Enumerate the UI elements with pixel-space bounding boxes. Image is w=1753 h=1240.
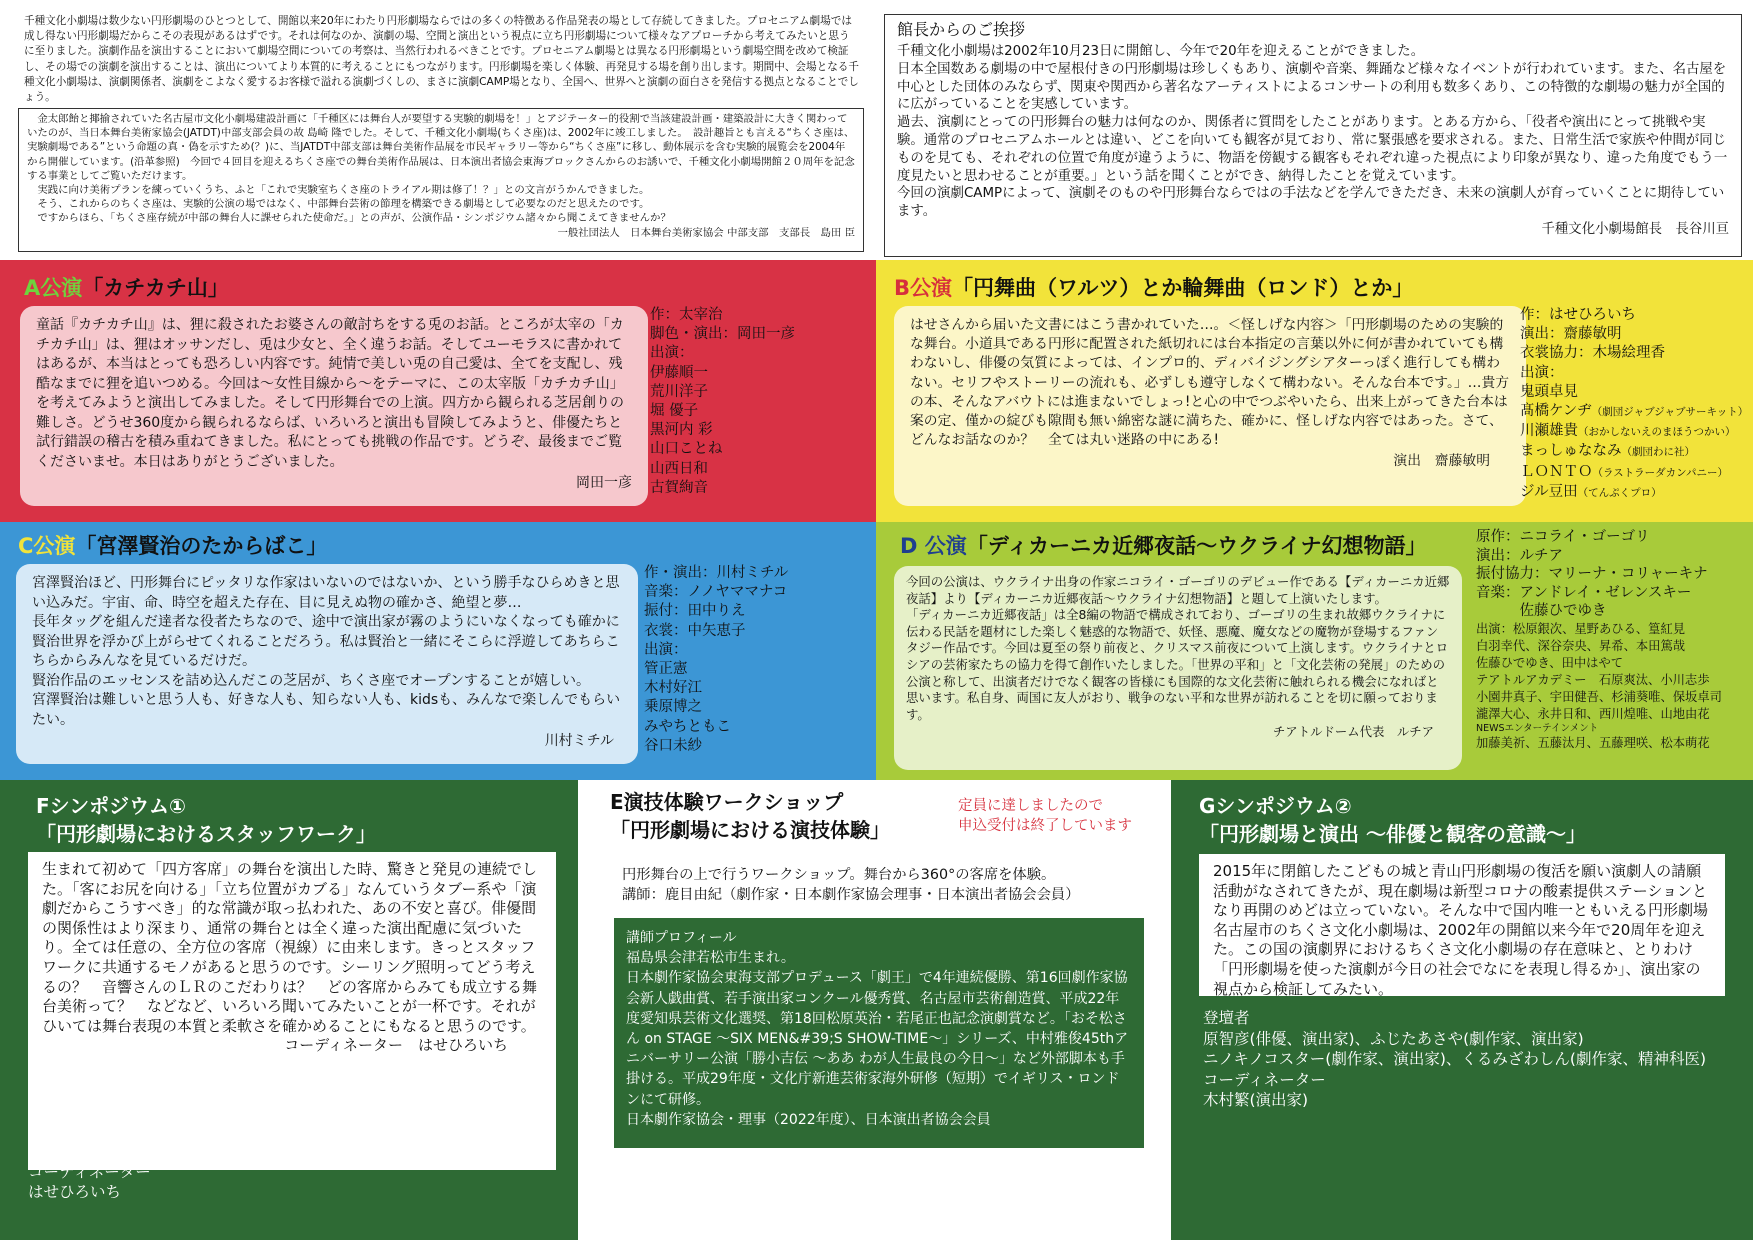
performance-a-section xyxy=(0,260,876,522)
intro-paragraph: 千種文化小劇場は数少ない円形劇場のひとつとして、開館以来20年にわたり円形劇場ならではの多くの特徴ある作品発表の場として存続してきました。プロセニアム劇場では成し得ない円形劇場だからこその表現があるはずです。それは何なのか、演劇の場、空間と演出という視点に立ち円形劇場について様々なアプローチから考えてみたいと思うに至りました。演劇作品を演出することにおいて劇場空間についての考察は、当然行われるべきことです。プロセニアム劇場とは異なる円形劇場という劇場空間を改めて検証し、その場での演劇を演出することは、演出についてより本質的に考えることにもつながります。円形劇場を楽しく体験、再発見する場を創り出します。期間中、会場となる千種文化小劇場は、演劇関係者、演劇をこよなく愛するお客様で溢れる演劇づくしの、まさに演劇CAMP場となり、全国へ、世界へと演劇の面白さを発信する拠点となることでしょう。 xyxy=(24,15,859,104)
credit-affiliation: （てんぷくプロ） xyxy=(1577,486,1662,499)
performance-b-credit-line xyxy=(1520,344,1752,363)
performance-c-credits: 作・演出：川村ミチル 音楽：ノノヤママナコ 振付：田中りえ 衣裳：中矢恵子 出演： 管正憲 木村好江 乗原博之 みやちともこ 谷口未紗 xyxy=(644,565,789,754)
performance-b-section xyxy=(876,260,1753,522)
performance-d-credit-line: 瀧澤大心、永井日和、西川煌唯、山地由花 xyxy=(1476,706,1710,721)
performance-a-credits: 作：太宰治 脚色・演出：岡田一彦 出演： 伊藤順一 荒川洋子 堀 優子 黒河内 彩 山口ことね 山西日和 古賀絢音 xyxy=(650,307,795,496)
credit-name: ジル豆田 xyxy=(1520,483,1578,500)
symposium-g-panelists: 登壇者 原智彦(俳優、演出家)、ふじたあさや(劇作家、演出家) ニノキノコスター(劇作家、演出家)、くるみざわしん(劇作家、精神科医) コーディネーター 木村繁(演出家) xyxy=(1203,1009,1706,1109)
performance-b-credit-line xyxy=(1520,483,1752,503)
greeting-signature: 千種文化小劇場館長 長谷川亘 xyxy=(1541,221,1729,237)
performance-d-credit-line: 出演：松原銀次、星野あひる、篁紅見 xyxy=(1476,621,1686,636)
jatdt-message-box xyxy=(18,108,864,252)
performance-d-credits xyxy=(1476,528,1753,752)
credit-name: 作：はせひろいち xyxy=(1520,307,1636,323)
performance-a-title: 「カチカチ山」 xyxy=(82,276,229,300)
symposium-f-description: 生まれて初めて「四方客席」の舞台を演出した時、驚きと発見の連続でした。「客にお尻を向ける」「立ち位置がカブる」なんていうタブー系や「演劇だからこうすべき」的な常識が取っ払われた、あの不安と喜び。俳優間の関係性はより深まり、通常の舞台とは全く違った演出配慮に気づいたり。全ては任意の、全方位の客席（視線）に由来します。きっとスタッフワークに共通するモノがあると思うのです。シーリング照明ってどう考えるの？ 音響さんのＬＲのこだわりは？ どの客席からみても成立する舞台美術って？ などなど、いろいろ聞いてみたいことが一杯です。それがひいては舞台表現の本質と柔軟さを確かめることにもなると思うのです。 xyxy=(42,860,538,1035)
workshop-e-notice: 定員に達しましたので 申込受付は終了しています xyxy=(958,798,1132,834)
credit-name: まっしゅななみ xyxy=(1520,443,1622,460)
performance-c-description-box xyxy=(16,564,638,764)
credit-name: 川瀬雄貴 xyxy=(1520,423,1578,440)
performance-b-heading xyxy=(894,274,1413,302)
performance-d-credit-line: テアトルアカデミー 石原爽汰、小川志歩 xyxy=(1476,672,1710,687)
performance-a-heading xyxy=(24,274,229,302)
performance-d-code: D 公演 xyxy=(900,534,967,558)
performance-d-credit-line: 佐藤ひでゆき、田中はやて xyxy=(1476,655,1624,670)
performance-b-credits xyxy=(1520,306,1752,503)
performance-b-title: 「円舞曲（ワルツ）とか輪舞曲（ロンド）とか」 xyxy=(952,276,1414,300)
performance-b-credit-line xyxy=(1520,402,1752,422)
performance-c-signature: 川村ミチル xyxy=(544,733,614,749)
symposium-g-title: Gシンポジウム② 「円形劇場と演出 ～俳優と観客の意識～」 xyxy=(1199,794,1586,846)
performance-b-credit-line xyxy=(1520,442,1752,462)
credit-name: ＬＯＮＴＯ xyxy=(1520,463,1593,480)
symposium-f-section xyxy=(0,780,578,1240)
workshop-e-section xyxy=(578,780,1171,1240)
jatdt-message-text: 金太郎飴と揶揄されていた名古屋市文化小劇場建設計画に「千種区には舞台人が要望する実験的劇場を！」とアジテーター的役割で当該建設計画・建築設計に大きく関わっていたのが、当日本舞台美術家協会(JATDT)中部支部会員の故 島崎 隆でした。そして、千種文化小劇場(ちくさ座)は、2002年に竣工しました。 設計趣旨とも言える“ちくさ座は、実験劇場である”という命題の真・偽を示すため(？)に、当JATDT中部支部は舞台美術作品展を市民ギャラリー等から“ちくさ座”に移し、動体展示を含む実験的展覧会を2004年から開催しています。(沿革参照) 今回で４回目を迎えるちくさ座での舞台美術作品展は、日本演出者協会東海ブロックさんからのお誘いで、千種文化小劇場開館２０周年を記念する事業としてご覧いただけます。 実践に向け美術プランを練っていくうち、ふと「これで実験室ちくさ座のトライアル期は修了！？」との文言がうかんできました。 そう、これからのちくさ座は、実験的公演の場ではなく、中部舞台芸術の節理を構築できる劇場として必要なのだと思えたのです。 ですからほら、「ちくさ座存続が中部の舞台人に課せられた使命だ。」との声が、公演作品・シンポジウム諸々から聞こえてきませんか？ xyxy=(27,113,855,225)
greeting-title: 館長からのご挨拶 xyxy=(897,20,1026,39)
credit-affiliation: （おかしないえのまほうつかい） xyxy=(1578,426,1736,439)
credit-name: 鬼頭卓見 xyxy=(1520,383,1578,400)
performance-c-code: C公演 xyxy=(18,534,76,558)
performance-d-credit-line: 音楽：アンドレイ・ゼレンスキー xyxy=(1476,584,1692,601)
credit-name: 衣裳協力：木場絵理香 xyxy=(1520,345,1665,362)
performance-b-credit-line xyxy=(1520,463,1752,483)
performance-d-credit-line: 佐藤ひでゆき xyxy=(1476,603,1607,620)
performance-d-description-box xyxy=(894,566,1462,770)
performance-b-credit-line xyxy=(1520,364,1752,383)
performance-a-code: A公演 xyxy=(24,276,83,300)
performance-d-credit-line: 演出：ルチア xyxy=(1476,547,1563,564)
credit-affiliation: （ラストラーダカンパニー） xyxy=(1592,466,1728,479)
performance-a-description-box xyxy=(20,306,648,506)
jatdt-message-signature: 一般社団法人 日本舞台美術家協会 中部支部 支部長 島田 臣 xyxy=(557,226,855,239)
credit-name: 出演： xyxy=(1520,364,1564,381)
performance-a-description: 童話『カチカチ山』は、狸に殺されたお婆さんの敵討ちをする兎のお話。ところが太宰の「カチカチ山」は、狸はオッサンだし、兎は少女と、全く違うお話。そしてユーモラスに書かれてはあるが、本当はとっても恐ろしい内容です。純情で美しい兎の自己愛は、全てを支配し、残酷なまでに狸を追いつめる。今回は～女性目線から～をテーマに、この太宰版「カチカチ山」を考えてみようと演出してみました。そして円形舞台での上演。四方から観られる芝居創りの難しさ。どうせ360度から観られるならば、いろいろと演出も冒険してみようと、俳優たちと試行錯誤の稽古を積み重ねてきました。私にとっても挑戦の作品です。どうぞ、最後までご覧くださいませ。本日はありがとうございました。 xyxy=(36,317,624,470)
credit-affiliation: （劇団ジャブジャブサーキット） xyxy=(1591,406,1749,419)
performance-a-signature: 岡田一彦 xyxy=(576,475,632,491)
performance-b-description-box xyxy=(894,306,1526,506)
symposium-f-title: Fシンポジウム① 「円形劇場におけるスタッフワーク」 xyxy=(36,794,376,846)
symposium-g-section xyxy=(1171,780,1753,1240)
performance-b-credit-line xyxy=(1520,325,1752,344)
performance-b-code: B公演 xyxy=(894,276,953,300)
performance-b-signature: 演出 齋藤敏明 xyxy=(1393,453,1490,470)
performance-b-credit-line xyxy=(1520,306,1752,325)
performance-d-heading xyxy=(900,532,1426,560)
credit-affiliation: （劇団わに社） xyxy=(1621,446,1695,459)
credit-name: 髙橋ケンヂ xyxy=(1520,403,1592,420)
performance-d-credit-line: 加藤美祈、五藤汰月、五藤理咲、松本萌花 xyxy=(1476,735,1710,750)
performance-d-credit-line: 小園井真子、宇田健吾、杉浦葵唯、保坂卓司 xyxy=(1476,689,1722,704)
performance-d-signature: チアトルドーム代表 ルチア xyxy=(1272,724,1434,740)
performance-c-heading xyxy=(18,532,327,560)
performance-d-credit-line: NEWSエンターテインメント xyxy=(1476,722,1599,734)
performance-b-description: はせさんから届いた文書にはこう書かれていた…。＜怪しげな内容＞「円形劇場のための実験的な舞台。小道具である円形に配置された紙切れには台本指定の言葉以外に何が書かれていても構わないし、俳優の気質によっては、インプロ的、ディバイジングシアターっぽく進行しても構わない。セリフやストーリーの流れも、必ずしも遵守しなくて構わない。そんな台本です。」…貴方の本、そんなアバウトには進まないでしょっ!と心の中でつぶやいたら、出来上がってきた台本は案の定、僅かの綻びも隙間も無い綿密な謎に満ちた、確かに、怪しげな内容ではあった。さて、どんなお話なのか？ 全ては丸い迷路の中にある! xyxy=(910,317,1510,449)
symposium-f-coordinator: コーディネーター はせひろいち xyxy=(284,1036,508,1055)
performance-c-section xyxy=(0,522,876,780)
symposium-g-description-box xyxy=(1199,854,1725,996)
credit-name: 演出：齋藤敏明 xyxy=(1520,326,1622,343)
performance-c-description: 宮澤賢治ほど、円形舞台にピッタリな作家はいないのではないか、という勝手なひらめきと思い込みだ。宇宙、命、時空を超えた存在、目に見えぬ物の確かさ、絶望と夢… 長年タッグを組んだ達者な役者たちなので、途中で演出家が霧のようにいなくなっても確かに賢治世界を浮かび上がらせてくれることだろう。私は賢治と一緒にそこらに浮遊してあちらこちらからみんなを見ているだけだ。 賢治作品のエッセンスを詰め込んだこの芝居が、ちくさ座でオープンすることが嬉しい。 宮澤賢治は難しいと思う人も、好きな人も、知らない人も、kidsも、みんなで楽しんでもらいたい。 xyxy=(32,575,621,728)
workshop-e-description: 円形舞台の上で行うワークショップ。舞台から360°の客席を体験。 講師：鹿目由紀（劇作家・日本劇作家協会理事・日本演出者協会会員） xyxy=(622,867,1080,903)
performance-d-section xyxy=(876,522,1753,780)
performance-d-credit-line: 原作：ニコライ・ゴーゴリ xyxy=(1476,529,1650,545)
performance-b-credit-line xyxy=(1520,422,1752,442)
greeting-body: 千種文化小劇場は2002年10月23日に開館し、今年で20年を迎えることができました。 日本全国数ある劇場の中で屋根付きの円形劇場は珍しくもあり、演劇や音楽、舞踊など様々なイベントが行われています。また、名古屋を中心とした団体のみならず、関東や関西から著名なアーティストによるコンサートの利用も数多くあり、この特徴的な劇場の魅力が全国的に広がっていることを実感しています。 過去、演劇にとっての円形舞台の魅力は何なのか、関係者に質問をしたことがあります。とある方から、「役者や演出にとって挑戦や実験。通常のプロセニアムホールとは違い、どこを向いても観客が見ており、常に緊張感を要求される。また、日常生活で家族や仲間が同じものを見ても、それぞれの位置で角度が違うように、物語を傍観する観客もそれぞれ違った視点により印象が異なり、違った角度でもう一度見たいと思わせることが重要。」という話を聞くことができ、納得したことを覚えています。 今回の演劇CAMPによって、演劇そのものや円形舞台ならではの手法などを学んできただき、未来の演劇人が育っていくことに期待しています。 xyxy=(897,44,1728,220)
director-greeting-box xyxy=(884,14,1742,257)
performance-b-credit-line xyxy=(1520,383,1752,402)
performance-d-credit-line: 白羽幸代、深谷奈央、昇希、本田篤哉 xyxy=(1476,638,1686,653)
symposium-g-description: 2015年に閉館したこどもの城と青山円形劇場の復活を願い演劇人の請願活動がなされてきたが、現在劇場は新型コロナの酸素提供ステーションとなり再開のめどは立っていない。そんな中で国内唯一ともいえる円形劇場名古屋市のちくさ文化小劇場は、2002年の開館以来今年で20周年を迎えた。この国の演劇界におけるちくさ文化小劇場の存在意味と、とりわけ「円形劇場を使った演劇が今日の社会でなにを表現し得るか」、演出家の視点から検証してみたい。 xyxy=(1213,862,1709,998)
workshop-e-instructor-profile: 講師プロフィール 福島県会津若松市生まれ。 日本劇作家協会東海支部プロデュース「劇王」で4年連続優勝、第16回劇作家協会新人戯曲賞、若手演出家コンクール優秀賞、名古屋市芸術創造賞、平成22年度愛知県芸術文化選奨、第18回松原英治・若尾正也記念演劇賞など。「おそ松さん on STAGE ～SIX MEN&#39;S SHOW-TIME～」シリーズ、中村雅俊45thアニバーサリー公演「勝小吉伝 ～ああ わが人生最良の今日～」など外部脚本も手掛ける。平成29年度・文化庁新進芸術家海外研修（短期）でイギリス・ロンドンにて研修。 日本劇作家協会・理事（2022年度）、日本演出者協会会員 xyxy=(614,918,1144,1148)
symposium-f-panelists: パネリスト 島田 臣（日本舞台美術家協会 中部支部長）、福井孝子（照明家） 末吉祐樹（音響）、中島貴光、伏木啓 コーディネーター はせひろいち xyxy=(28,1101,480,1201)
workshop-e-title: E演技体験ワークショップ 「円形劇場における演技体験」 xyxy=(610,790,890,842)
performance-d-description: 今回の公演は、ウクライナ出身の作家ニコライ・ゴーゴリのデビュー作である【ディカーニカ近郷夜話】より【ディカーニカ近郷夜話～ウクライナ幻想物語】と題して上演いたします。 「ディカーニカ近郷夜話」は全8編の物語で構成されており、ゴーゴリの生まれ故郷ウクライナに伝わる民話を題材にした楽しく魅惑的な物語で、妖怪、悪魔、魔女などの魔物が登場するファンタジー作品です。今回は夏至の祭り前夜と、クリスマス前夜について上演します。ウクライナとロシアの芸術家たちの協力を得て創作いたしました。「世界の平和」と「文化芸術の発展」のための公演と称して、出演者だけでなく観客の皆様にも国際的な文化芸術に触れられる機会になればと思います。私自身、両国に友人がおり、戦争のない平和な世界が訪れることを切に願っております。 xyxy=(906,574,1450,722)
performance-c-title: 「宮澤賢治のたからばこ」 xyxy=(75,534,328,558)
performance-d-title: 「ディカーニカ近郷夜話～ウクライナ幻想物語」 xyxy=(966,534,1427,558)
performance-d-credit-line: 振付協力：マリーナ・コリャーキナ xyxy=(1476,566,1708,583)
